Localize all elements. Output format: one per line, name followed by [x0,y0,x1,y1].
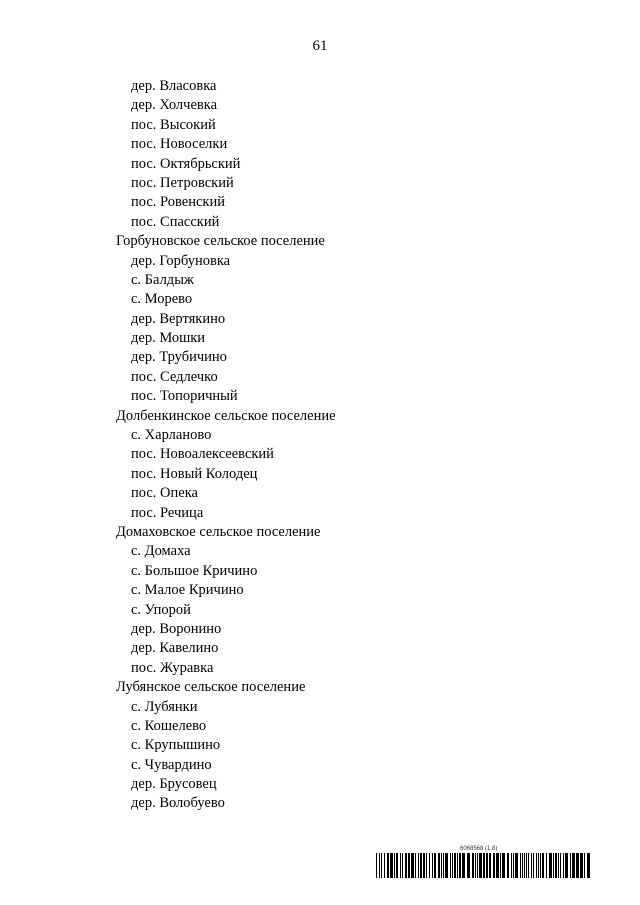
barcode-bar [411,853,414,878]
barcode-bar [489,853,491,878]
barcode-bar [443,853,444,878]
barcode-bar [426,853,427,878]
barcode-bar [379,853,380,878]
barcode-bar [533,853,534,878]
barcode-bar [472,853,474,878]
barcode-bar [502,853,505,878]
barcode-bar [387,853,389,878]
settlement-item: с. Большое Кричино [131,562,258,579]
barcode-bar [457,853,458,878]
settlement-item: пос. Октябрьский [131,155,241,172]
barcode-bar [408,853,410,878]
settlement-item: с. Домаха [131,543,191,560]
settlement-item: пос. Петровский [131,174,234,191]
barcode-bar [462,853,465,878]
barcode-bar [563,853,564,878]
barcode-bar [394,853,395,878]
barcode-bar [434,853,436,878]
barcode-bar [402,853,403,878]
barcode-bar [415,853,416,878]
barcode-bar [526,853,527,878]
barcode-bar [522,853,523,878]
municipality-heading: Домаховское сельское поселение [116,523,321,540]
barcode-bar [565,853,568,878]
barcode-bar [483,853,485,878]
settlement-item: дер. Власовка [131,78,217,94]
barcode-bar [580,853,583,878]
settlement-item: пос. Речица [131,504,204,521]
settlement-item: дер. Кавелино [131,640,219,657]
barcode-bar [584,853,585,878]
barcode-bar [513,853,514,878]
barcode-bar [549,853,552,878]
barcode-bar [441,853,442,878]
barcode-bar [496,853,499,878]
barcode-bar [493,853,495,878]
barcode-bar [445,853,448,878]
settlement-item: с. Упорой [131,601,191,618]
barcode-bar [438,853,440,878]
barcode-bar [452,853,453,878]
barcode-bar [524,853,525,878]
barcode-bar [540,853,541,878]
settlement-item: пос. Ровенский [131,194,225,211]
document-code: 6068568 (1.8) [460,846,498,852]
barcode-bar [477,853,478,878]
barcode-bar [432,853,433,878]
barcode-bar [572,853,575,878]
barcode-bar [450,853,451,878]
barcode-bar [396,853,398,878]
barcode-bar [405,853,407,878]
barcode-bar [479,853,482,878]
page-number: 61 [312,38,328,54]
barcode-bar [467,853,470,878]
barcode-bar [520,853,521,878]
settlement-item: пос. Новоселки [131,136,228,153]
settlement-item: дер. Горбуновка [131,252,231,269]
settlement-item: пос. Опека [131,485,198,502]
barcode-bar [459,853,461,878]
settlement-item: с. Харланово [131,427,212,444]
barcode-bar [507,853,509,878]
barcode-bar [423,853,425,878]
barcode-bar [486,853,488,878]
barcode-bar [475,853,476,878]
settlement-item: с. Чувардино [131,756,212,773]
settlement-item: пос. Спасский [131,213,220,230]
barcode-bar [381,853,382,878]
barcode-bar [429,853,430,878]
barcode-bar [400,853,401,878]
barcode-bar [420,853,422,878]
settlement-item: пос. Новоалексеевский [131,446,274,463]
settlement-item: дер. Мошки [131,330,206,347]
settlement-item: пос. Журавка [131,659,214,676]
settlement-item: пос. Седлечко [131,368,218,385]
barcode-bar [538,853,539,878]
settlement-item: пос. Новый Колодец [131,465,258,482]
barcode-bar [390,853,393,878]
settlement-item: с. Крупышино [131,737,221,754]
settlement-item: дер. Воронино [131,620,222,637]
barcode-bar [384,853,385,878]
barcode-bar [558,853,559,878]
barcode-bar [531,853,532,878]
municipality-heading: Лубянское сельское поселение [116,679,306,696]
barcode-bar [500,853,501,878]
barcode-bar [418,853,419,878]
barcode-bar [560,853,561,878]
barcode [376,853,591,878]
barcode-bar [576,853,579,878]
settlement-item: дер. Брусовец [131,776,217,793]
barcode-bar [536,853,537,878]
barcode-bar [511,853,512,878]
settlement-item: с. Лубянки [131,698,198,715]
settlement-item: дер. Вертякино [131,310,226,327]
settlement-item: пос. Топоричный [131,388,238,405]
barcode-bar [528,853,529,878]
barcode-bar [454,853,456,878]
municipality-heading: Горбуновское сельское поселение [116,233,325,250]
barcode-bar [376,853,377,878]
settlement-item: с. Морево [131,291,193,308]
barcode-bar [555,853,557,878]
settlement-item: дер. Холчевка [131,97,218,114]
settlement-item: с. Балдыж [131,271,194,288]
settlement-item: пос. Высокий [131,116,216,133]
barcode-bar [553,853,554,878]
barcode-bar [546,853,547,878]
barcode-bar [587,853,590,878]
barcode-bar [570,853,571,878]
municipality-heading: Долбенкинское сельское поселение [116,407,336,424]
settlement-list [0,77,640,814]
barcode-bar [542,853,544,878]
settlement-item: с. Малое Кричино [131,582,244,599]
settlement-item: дер. Волобуево [131,795,225,812]
barcode-bar [515,853,518,878]
settlement-item: с. Кошелево [131,717,207,734]
settlement-item: дер. Трубичино [131,349,227,366]
